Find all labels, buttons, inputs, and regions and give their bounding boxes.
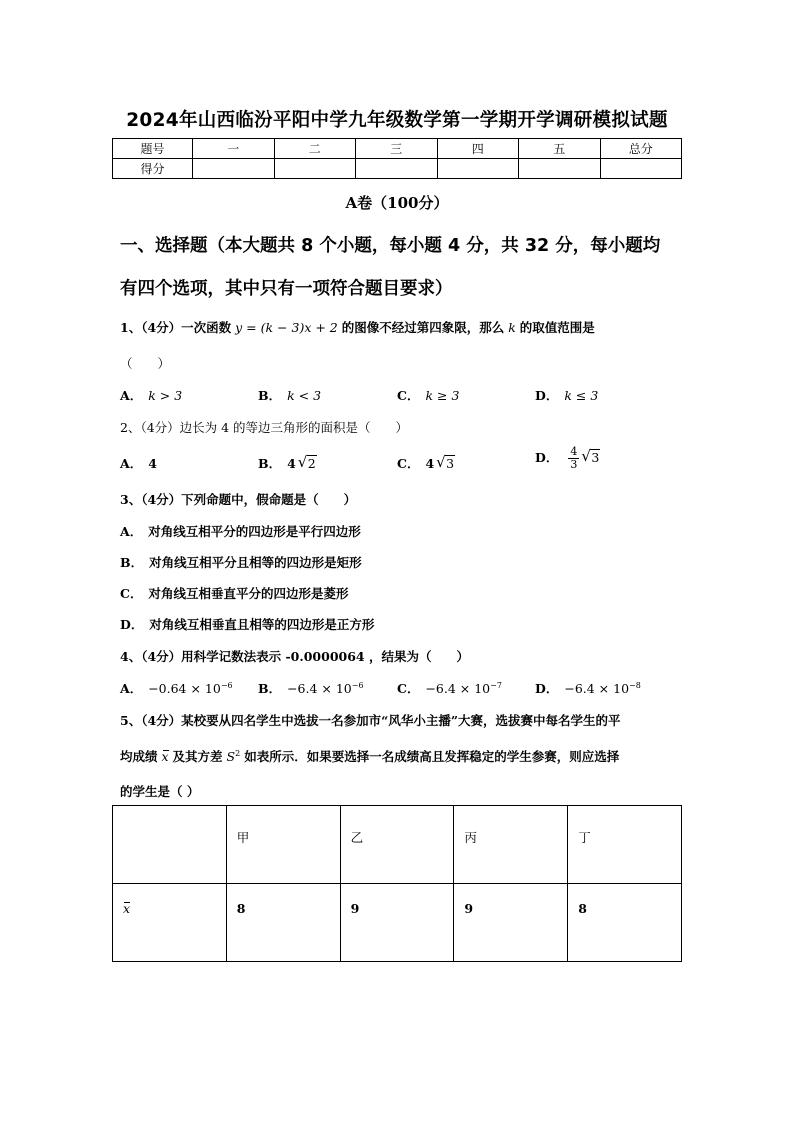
option-label: A． bbox=[120, 456, 143, 471]
option-label: A． bbox=[120, 681, 143, 696]
question-3: 3、（4分）下列命题中，假命题是（ ） bbox=[120, 492, 357, 507]
option-label: B． bbox=[258, 388, 282, 403]
radicand: 3 bbox=[591, 450, 600, 465]
option-label: C． bbox=[397, 456, 420, 471]
option-text: k ≥ 3 bbox=[425, 388, 460, 403]
section-heading-line1: 一、选择题（本大题共 8 个小题，每小题 4 分，共 32 分，每小题均 bbox=[120, 236, 661, 256]
data-row-label: x bbox=[113, 884, 227, 962]
option-text: k ≤ 3 bbox=[564, 388, 599, 403]
score-cell bbox=[356, 159, 438, 179]
question-1-var: k bbox=[508, 320, 516, 335]
data-header-cell: 乙 bbox=[340, 806, 454, 884]
q1-option-c[interactable] bbox=[397, 386, 459, 404]
option-exponent: −7 bbox=[490, 680, 502, 690]
option-coef: 4 bbox=[287, 456, 296, 471]
score-cell bbox=[193, 159, 275, 179]
q4-option-b[interactable] bbox=[258, 679, 364, 697]
option-base: −6.4 × 10 bbox=[425, 681, 491, 696]
question-5-line1: 5、（4分）某校要从四名学生中选拔一名参加市“风华小主播”大赛，选拔赛中每名学生的平 bbox=[120, 713, 621, 728]
question-5-line3: 的学生是（ ） bbox=[120, 784, 200, 799]
q4-option-d[interactable] bbox=[535, 679, 641, 697]
radicand: 3 bbox=[446, 456, 455, 471]
score-header-cell: 五 bbox=[519, 139, 601, 159]
data-header-cell: 丁 bbox=[568, 806, 682, 884]
option-text: 4 bbox=[148, 456, 157, 471]
q2-option-c[interactable] bbox=[397, 454, 455, 472]
option-label: C． bbox=[397, 681, 420, 696]
data-cell: 8 bbox=[226, 884, 340, 962]
score-cell bbox=[274, 159, 356, 179]
option-label: D． bbox=[535, 450, 559, 465]
question-1-formula: y = (k − 3)x + 2 bbox=[235, 320, 338, 335]
option-label: D． bbox=[535, 388, 559, 403]
score-table-header-row bbox=[113, 139, 682, 159]
option-label: B． bbox=[258, 456, 282, 471]
score-header-cell: 题号 bbox=[113, 139, 193, 159]
data-header-cell: 丙 bbox=[454, 806, 568, 884]
fraction-denominator: 3 bbox=[570, 458, 578, 471]
score-header-cell: 二 bbox=[274, 139, 356, 159]
q2-option-d[interactable] bbox=[535, 446, 600, 471]
exam-title: 2024年山西临汾平阳中学九年级数学第一学期开学调研模拟试题 bbox=[126, 110, 668, 131]
sqrt-symbol bbox=[438, 456, 455, 471]
option-text: 对角线互相平分且相等的四边形是矩形 bbox=[149, 555, 362, 570]
score-header-cell: 总分 bbox=[600, 139, 682, 159]
option-text: 对角线互相平分的四边形是平行四边形 bbox=[148, 524, 361, 539]
mean-symbol: x bbox=[161, 749, 169, 764]
part-a-heading: A卷（100分） bbox=[345, 194, 449, 212]
option-base: −0.64 × 10 bbox=[148, 681, 221, 696]
option-coef: 4 bbox=[425, 456, 435, 471]
score-cell bbox=[600, 159, 682, 179]
variance-symbol: S bbox=[226, 749, 236, 764]
option-exponent: −6 bbox=[351, 680, 364, 690]
option-label: C． bbox=[120, 586, 143, 601]
data-table-corner bbox=[113, 806, 227, 884]
q3-option-d[interactable] bbox=[120, 615, 374, 633]
score-cell bbox=[519, 159, 601, 179]
sqrt-symbol bbox=[300, 456, 317, 471]
option-label: C． bbox=[397, 388, 420, 403]
sqrt-symbol bbox=[583, 450, 600, 465]
score-table bbox=[112, 138, 682, 179]
fraction bbox=[568, 446, 579, 471]
q4-option-a[interactable] bbox=[120, 679, 233, 697]
student-score-table bbox=[112, 805, 682, 962]
data-cell: 9 bbox=[340, 884, 454, 962]
option-text: k > 3 bbox=[148, 388, 183, 403]
data-header-cell: 甲 bbox=[226, 806, 340, 884]
question-2: 2、（4分）边长为 4 的等边三角形的面积是（ ） bbox=[120, 420, 409, 435]
q2-option-b[interactable] bbox=[258, 454, 317, 472]
q1-option-d[interactable] bbox=[535, 386, 598, 404]
q4-option-c[interactable] bbox=[397, 679, 502, 697]
question-5-text-c: 如表所示．如果要选择一名成绩高且发挥稳定的学生参赛，则应选择 bbox=[244, 749, 620, 764]
q1-option-a[interactable] bbox=[120, 386, 182, 404]
option-text: 对角线互相垂直平分的四边形是菱形 bbox=[148, 586, 349, 601]
option-exponent: −6 bbox=[220, 680, 233, 690]
data-table-mean-row bbox=[113, 884, 682, 962]
option-label: B． bbox=[258, 681, 282, 696]
question-1-suffix2: 的取值范围是 bbox=[519, 320, 595, 335]
option-text: k < 3 bbox=[287, 388, 322, 403]
radicand: 2 bbox=[307, 456, 316, 471]
score-table-score-row bbox=[113, 159, 682, 179]
question-1-blank: （ ） bbox=[120, 356, 171, 371]
option-label: D． bbox=[535, 681, 559, 696]
question-4: 4、（4分）用科学记数法表示 -0.0000064 ，结果为（ ） bbox=[120, 649, 469, 664]
option-label: A． bbox=[120, 388, 143, 403]
question-5-line2 bbox=[120, 747, 619, 765]
q3-option-c[interactable] bbox=[120, 584, 348, 602]
option-base: −6.4 × 10 bbox=[287, 681, 352, 696]
score-header-cell: 一 bbox=[193, 139, 275, 159]
question-5-text-b: 及其方差 bbox=[172, 749, 223, 764]
score-row-label: 得分 bbox=[113, 159, 193, 179]
question-1-prefix: 1、（4分）一次函数 bbox=[120, 320, 232, 335]
variance-exponent: 2 bbox=[235, 748, 241, 758]
data-cell: 9 bbox=[454, 884, 568, 962]
data-table-header-row bbox=[113, 806, 682, 884]
data-cell: 8 bbox=[568, 884, 682, 962]
question-1 bbox=[120, 318, 595, 336]
question-1-suffix: 的图像不经过第四象限，那么 bbox=[341, 320, 505, 335]
option-label: D． bbox=[120, 617, 144, 632]
score-cell bbox=[437, 159, 519, 179]
score-header-cell: 三 bbox=[356, 139, 438, 159]
question-5-text-a: 均成绩 bbox=[120, 749, 158, 764]
q3-option-a[interactable] bbox=[120, 522, 361, 540]
option-label: B． bbox=[120, 555, 144, 570]
q1-option-b[interactable] bbox=[258, 386, 321, 404]
option-label: A． bbox=[120, 524, 143, 539]
section-heading-line2: 有四个选项，其中只有一项符合题目要求） bbox=[120, 279, 453, 299]
fraction-numerator: 4 bbox=[570, 445, 578, 458]
option-text: 对角线互相垂直且相等的四边形是正方形 bbox=[149, 617, 375, 632]
q2-option-a[interactable] bbox=[120, 454, 157, 472]
q3-option-b[interactable] bbox=[120, 553, 362, 571]
score-header-cell: 四 bbox=[437, 139, 519, 159]
option-base: −6.4 × 10 bbox=[564, 681, 630, 696]
option-exponent: −8 bbox=[629, 680, 641, 690]
